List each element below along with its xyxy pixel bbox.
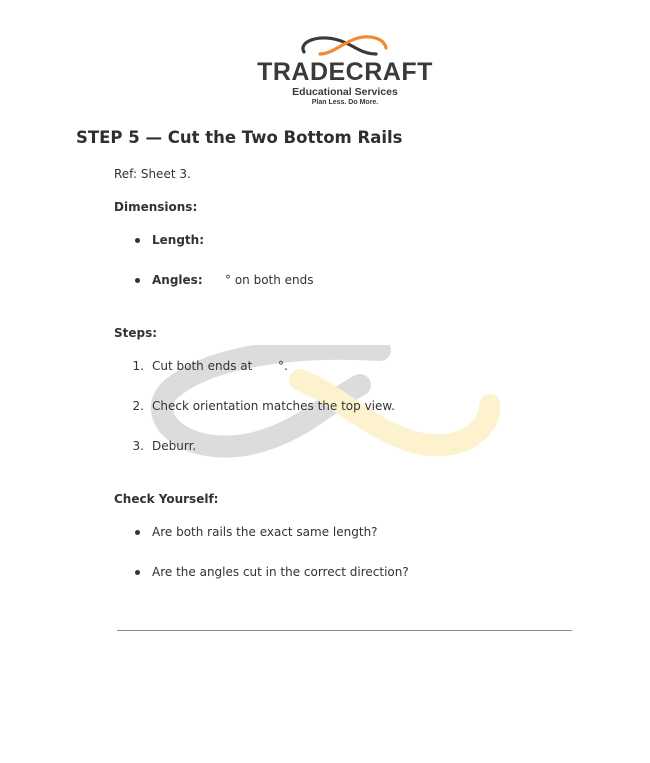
step-number: 2. [132, 399, 144, 413]
check-item: Are the angles cut in the correct direction? [152, 565, 409, 579]
check-yourself-label: Check Yourself: [114, 492, 219, 506]
step-number: 3. [132, 439, 144, 453]
bullet-dot [135, 278, 140, 283]
logo-subtitle: Educational Services [292, 86, 398, 98]
angles-value: ° on both ends [225, 273, 314, 287]
logo-brand: TRADECRAFT [257, 58, 433, 86]
bullet-dot [135, 570, 140, 575]
bullet-dot [135, 238, 140, 243]
bullet-dot [135, 530, 140, 535]
logo-tagline: Plan Less. Do More. [311, 99, 379, 106]
dimensions-label: Dimensions: [114, 200, 198, 214]
steps-label: Steps: [114, 326, 158, 340]
step-text: Check orientation matches the top view. [152, 399, 395, 413]
step-text: Cut both ends at [152, 359, 253, 373]
divider-line [117, 630, 572, 631]
page-title: STEP 5 — Cut the Two Bottom Rails [76, 128, 403, 147]
step-suffix: °. [278, 359, 288, 373]
tradecraft-logo [250, 32, 440, 112]
check-item: Are both rails the exact same length? [152, 525, 378, 539]
step-text: Deburr. [152, 439, 197, 453]
angles-label: Angles: [152, 273, 203, 287]
length-label: Length: [152, 233, 204, 247]
ref-text: Ref: Sheet 3. [114, 167, 191, 181]
step-number: 1. [132, 359, 144, 373]
